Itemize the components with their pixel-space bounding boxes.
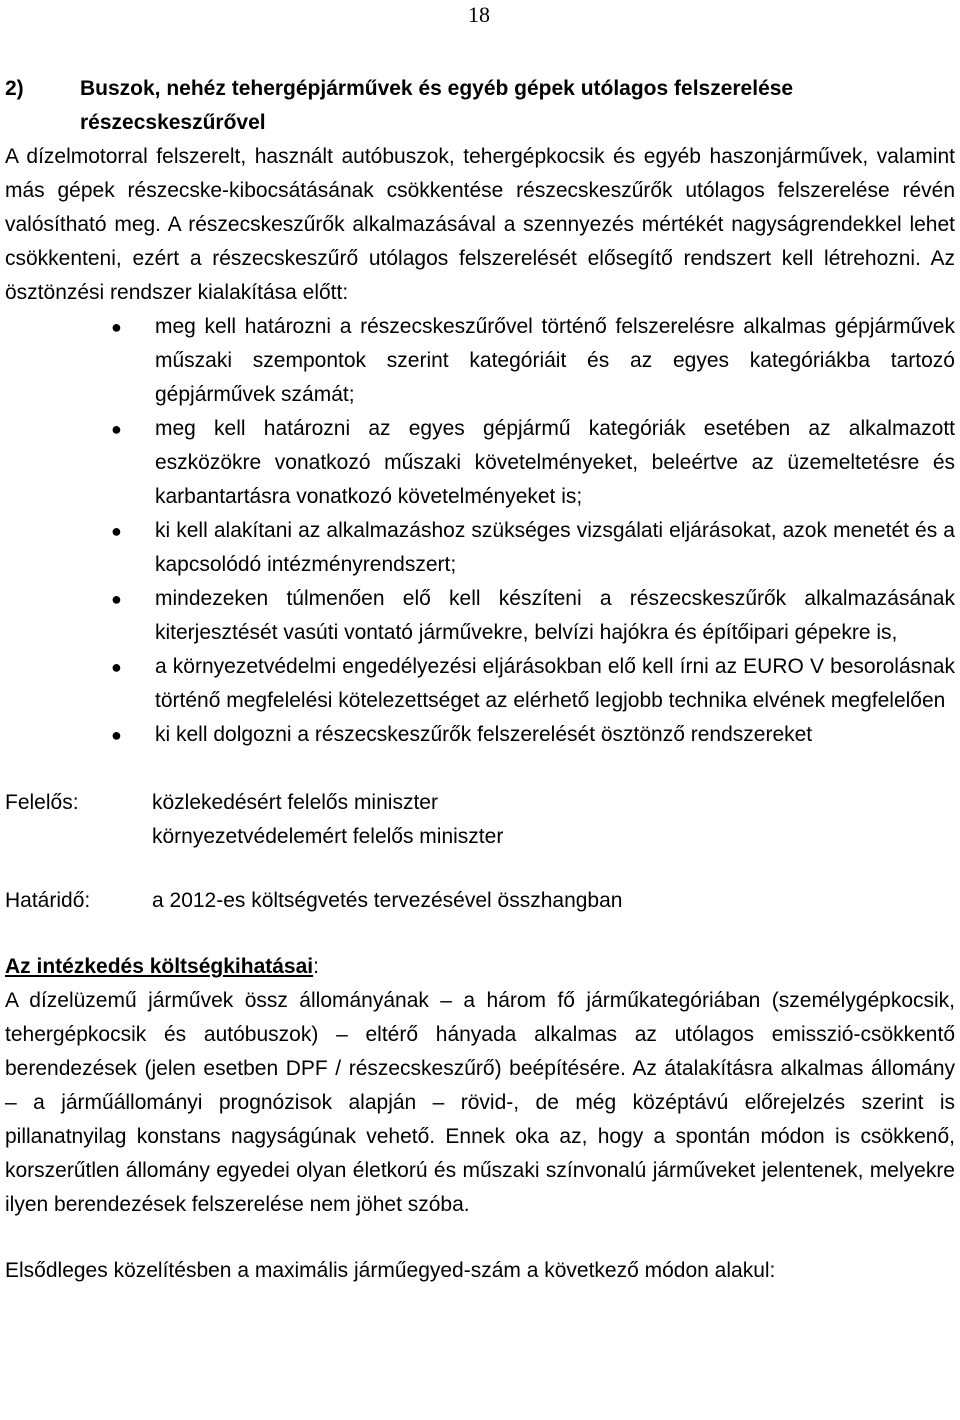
deadline-label: Határidő: — [5, 889, 91, 912]
list-item-text: meg kell határozni az egyes gépjármű kategóriák esetében az alkalmazott eszközökre vonatkozó műszaki követelményeket, beleértve az üzemeltetésre és karbantartásra vonatkozó követelményeket is; — [155, 417, 955, 508]
cost-paragraph: A dízelüzemű járművek össz állományának – a három fő járműkategóriában (személygépkocsik, tehergépkocsik és autóbuszok) – eltérő hányada alkalmas az utólagos emisszió-csökkentő berendezések (jelen esetben DPF / részecskeszűrő) beépítésére. Az átalakításra alkalmas állomány – a járműállományi prognózisok alapján – rövid-, de még középtávú előrejelzés szerint is pillanatnyilag konstans nagyságúnak vehető. Ennek oka az, hogy a spontán módon is csökkenő, korszerűtlen állomány egyedei olyan életkorú és műszaki színvonalú járműveket jelentenek, melyekre ilyen berendezések felszerelése nem jöhet szóba. — [5, 989, 955, 1216]
section-title-continuation: részecskeszűrővel — [80, 111, 266, 134]
list-item — [5, 412, 955, 514]
final-line: Elsődleges közelítésben a maximális járműegyed-szám a következő módon alakul: — [5, 1259, 776, 1282]
list-item — [5, 650, 955, 718]
responsible-value: környezetvédelemért felelős miniszter — [152, 825, 504, 848]
bullet-icon: ● — [111, 657, 122, 677]
responsible-row — [5, 786, 955, 854]
bullet-icon: ● — [111, 521, 122, 541]
list-item-text: ki kell dolgozni a részecskeszűrők felszerelését ösztönző rendszereket — [155, 723, 813, 746]
intro-paragraph: A dízelmotorral felszerelt, használt autóbuszok, tehergépkocsik és egyéb haszonjárművek, valamint más gépek részecske-kibocsátásának csökkentése részecskeszűrők utólagos felszerelése révén valósítható meg. A részecskeszűrők alkalmazásával a szennyezés mértékét nagyságrendekkel lehet csökkenteni, ezért a részecskeszűrő utólagos felszerelését elősegítő rendszert kell létrehozni. Az ösztönzési rendszer kialakítása előtt: — [5, 145, 955, 304]
requirements-list — [5, 310, 955, 752]
cost-heading-text: Az intézkedés költségkihatásai — [5, 955, 314, 978]
cost-heading-colon: : — [313, 955, 319, 978]
bullet-icon: ● — [111, 419, 122, 439]
section-title: Buszok, nehéz tehergépjárművek és egyéb gépek utólagos felszerelése — [80, 77, 794, 100]
section-heading — [5, 72, 955, 106]
document-body — [5, 72, 955, 1288]
list-item — [5, 310, 955, 412]
responsible-value: közlekedésért felelős miniszter — [152, 791, 438, 814]
list-item — [5, 582, 955, 650]
list-item-text: ki kell alakítani az alkalmazáshoz szükséges vizsgálati eljárásokat, azok menetét és a kapcsolódó intézményrendszert; — [155, 519, 955, 576]
bullet-icon: ● — [111, 317, 122, 337]
list-item — [5, 718, 955, 752]
bullet-icon: ● — [111, 589, 122, 609]
bullet-icon: ● — [111, 725, 122, 745]
section-number: 2) — [5, 77, 24, 100]
deadline-row — [5, 884, 955, 918]
list-item-text: meg kell határozni a részecskeszűrővel történő felszerelésre alkalmas gépjárművek műszaki szempontok szerint kategóriáit és az egyes kategóriákba tartozó gépjárművek számát; — [155, 315, 955, 406]
list-item-text: a környezetvédelmi engedélyezési eljárásokban elő kell írni az EURO V besorolásnak történő megfelelési kötelezettséget az elérhető legjobb technika elvének megfelelően — [155, 655, 955, 712]
list-item — [5, 514, 955, 582]
page-number: 18 — [468, 2, 490, 27]
responsible-label: Felelős: — [5, 791, 79, 814]
cost-heading — [5, 950, 955, 984]
deadline-value: a 2012-es költségvetés tervezésével összhangban — [152, 889, 623, 912]
list-item-text: mindezeken túlmenően elő kell készíteni a részecskeszűrők alkalmazásának kiterjesztését vasúti vontató járművekre, belvízi hajókra és építőipari gépekre is, — [155, 587, 955, 644]
